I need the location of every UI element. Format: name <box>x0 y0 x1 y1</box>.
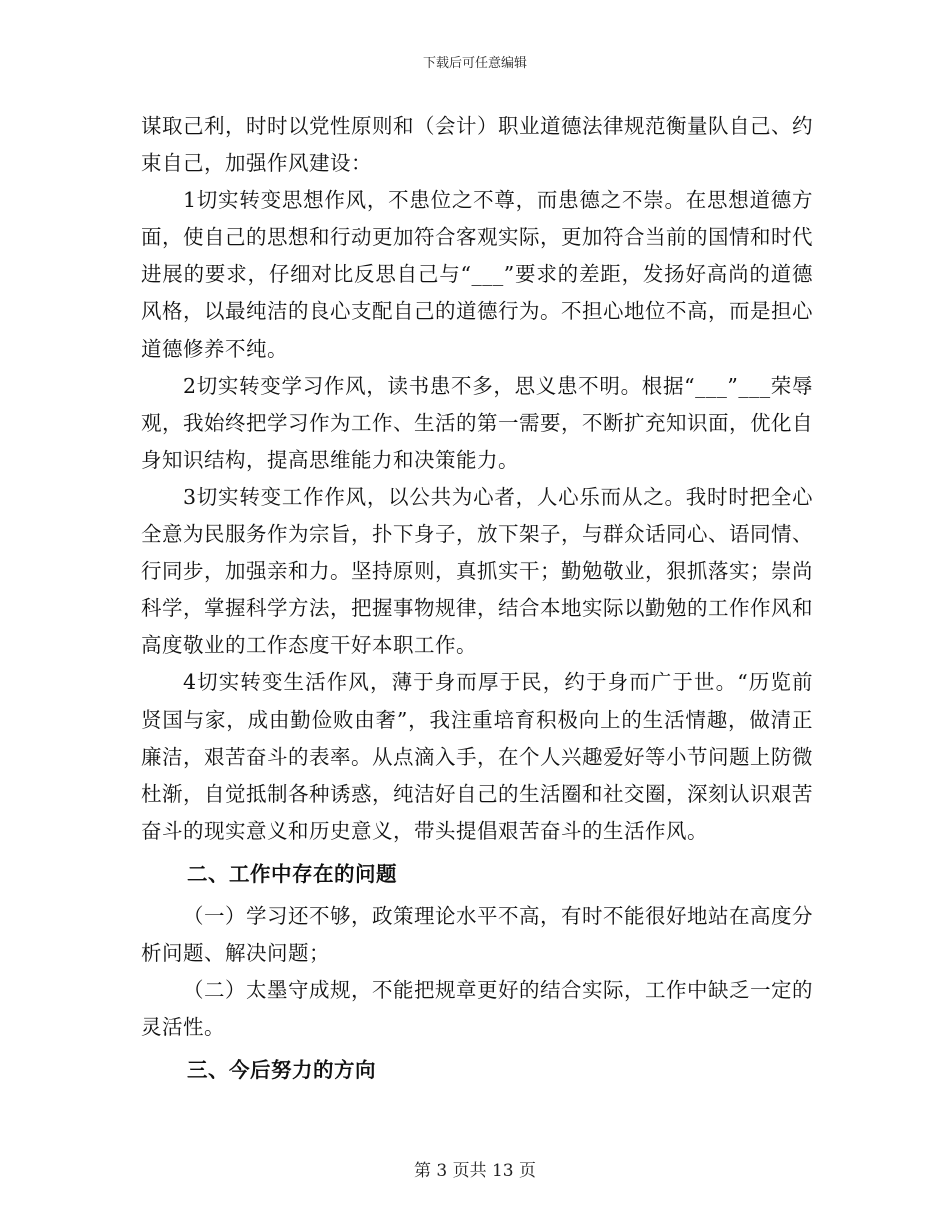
paragraph-thought-style: 1切实转变思想作风，不患位之不尊，而患德之不崇。在思想道德方面，使自己的思想和行动更加符合客观实际，更加符合当前的国情和时代进展的要求，仔细对比反思自己与“___”要求的差距，发扬好高尚的道德风格，以最纯洁的良心支配自己的道德行为。不担心地位不高，而是担心道德修养不纯。 <box>141 188 813 361</box>
section-heading-future-direction: 三、今后努力的方向 <box>187 1058 376 1083</box>
problem-item-1: （一）学习还不够，政策理论水平不高，有时不能很好地站在高度分析问题、解决问题； <box>141 903 813 965</box>
paragraph-work-style: 3切实转变工作作风，以公共为心者，人心乐而从之。我时时把全心全意为民服务作为宗旨，扑下身子，放下架子，与群众话同心、语同情、行同步，加强亲和力。坚持原则，真抓实干；勤勉敬业，狠抓落实；崇尚科学，掌握科学方法，把握事物规律，结合本地实际以勤勉的工作作风和高度敬业的工作态度干好本职工作。 <box>141 484 813 658</box>
page-header: 下载后可任意编辑 <box>422 56 527 71</box>
document-body <box>141 108 813 1094</box>
problem-item-2: （二）太墨守成规，不能把规章更好的结合实际，工作中缺乏一定的灵活性。 <box>141 978 813 1040</box>
page-footer: 第 3 页共 13 页 <box>413 1161 537 1181</box>
paragraph-study-style: 2切实转变学习作风，读书患不多，思义患不明。根据“___”___荣辱观，我始终把学习作为工作、生活的第一需要，不断扩充知识面，优化自身知识结构，提高思维能力和决策能力。 <box>141 373 813 472</box>
paragraph-life-style: 4切实转变生活作风，薄于身而厚于民，约于身而广于世。“历览前贤国与家，成由勤俭败由奢”，我注重培育积极向上的生活情趣，做清正廉洁，艰苦奋斗的表率。从点滴入手，在个人兴趣爱好等小节问题上防微杜渐，自觉抵制各种诱惑，纯洁好自己的生活圈和社交圈，深刻认识艰苦奋斗的现实意义和历史意义，带头提倡艰苦奋斗的生活作风。 <box>141 670 813 843</box>
section-heading-problems: 二、工作中存在的问题 <box>187 861 397 886</box>
paragraph-continuation: 谋取己利，时时以党性原则和（会计）职业道德法律规范衡量队自己、约束自己，加强作风建设： <box>141 114 813 176</box>
